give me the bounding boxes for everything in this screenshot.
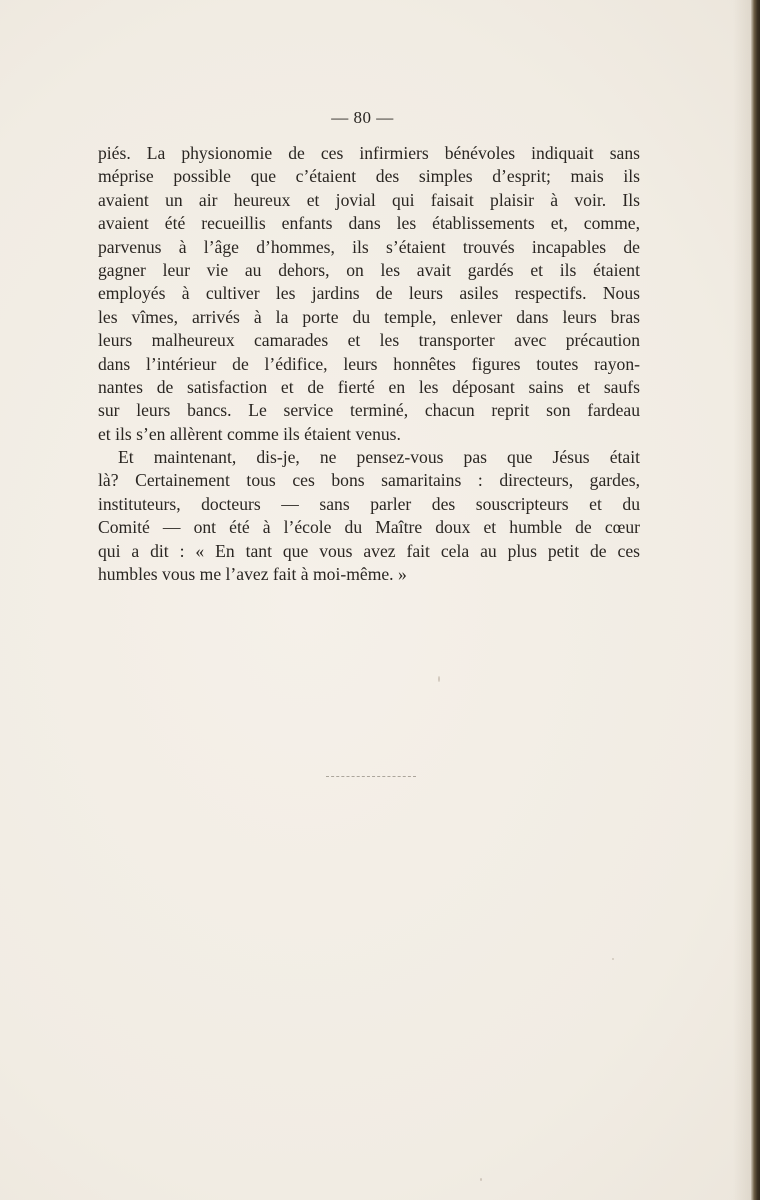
text-line: Comité — ont été à l’école du Maître doux et humble de cœur bbox=[98, 517, 640, 538]
text-line: sur leurs bancs. Le service terminé, chacun reprit son fardeau bbox=[98, 400, 640, 421]
text-line-paragraph-end: humbles vous me l’avez fait à moi-même. » bbox=[98, 564, 407, 585]
spine-shadow bbox=[733, 0, 751, 1200]
text-line: avaient été recueillis enfants dans les établissements et, comme, bbox=[98, 213, 640, 234]
text-line: méprise possible que c’étaient des simples d’esprit; mais ils bbox=[98, 166, 640, 187]
text-line: employés à cultiver les jardins de leurs asiles respectifs. Nous bbox=[98, 283, 640, 304]
book-spine-edge bbox=[751, 0, 760, 1200]
text-line: instituteurs, docteurs — sans parler des souscripteurs et du bbox=[98, 493, 640, 514]
end-rule-divider bbox=[326, 776, 416, 778]
text-line: gagner leur vie au dehors, on les avait gardés et ils étaient bbox=[98, 259, 640, 280]
text-line: avaient un air heureux et jovial qui faisait plaisir à voir. Ils bbox=[98, 189, 640, 210]
text-line-paragraph-start: Et maintenant, dis-je, ne pensez-vous pas que Jésus était bbox=[118, 447, 640, 468]
text-line: les vîmes, arrivés à la porte du temple, enlever dans leurs bras bbox=[98, 306, 640, 327]
page-number: — 80 — bbox=[331, 108, 394, 127]
text-line: qui a dit : « En tant que vous avez fait cela au plus petit de ces bbox=[98, 540, 640, 561]
paper-speck bbox=[480, 1178, 482, 1181]
paper-speck bbox=[438, 676, 440, 682]
text-line: piés. La physionomie de ces infirmiers bénévoles indiquait sans bbox=[98, 143, 640, 163]
text-line: dans l’intérieur de l’édifice, leurs honnêtes figures toutes rayon- bbox=[98, 353, 640, 374]
body-text bbox=[98, 142, 640, 586]
text-line-paragraph-end: et ils s’en allèrent comme ils étaient venus. bbox=[98, 423, 401, 444]
paper-speck bbox=[612, 958, 614, 960]
text-line: leurs malheureux camarades et les transporter avec précaution bbox=[98, 330, 640, 351]
text-line: parvenus à l’âge d’hommes, ils s’étaient trouvés incapables de bbox=[98, 236, 640, 257]
text-line: nantes de satisfaction et de fierté en les déposant sains et saufs bbox=[98, 376, 640, 397]
text-line: là? Certainement tous ces bons samaritains : directeurs, gardes, bbox=[98, 470, 640, 491]
